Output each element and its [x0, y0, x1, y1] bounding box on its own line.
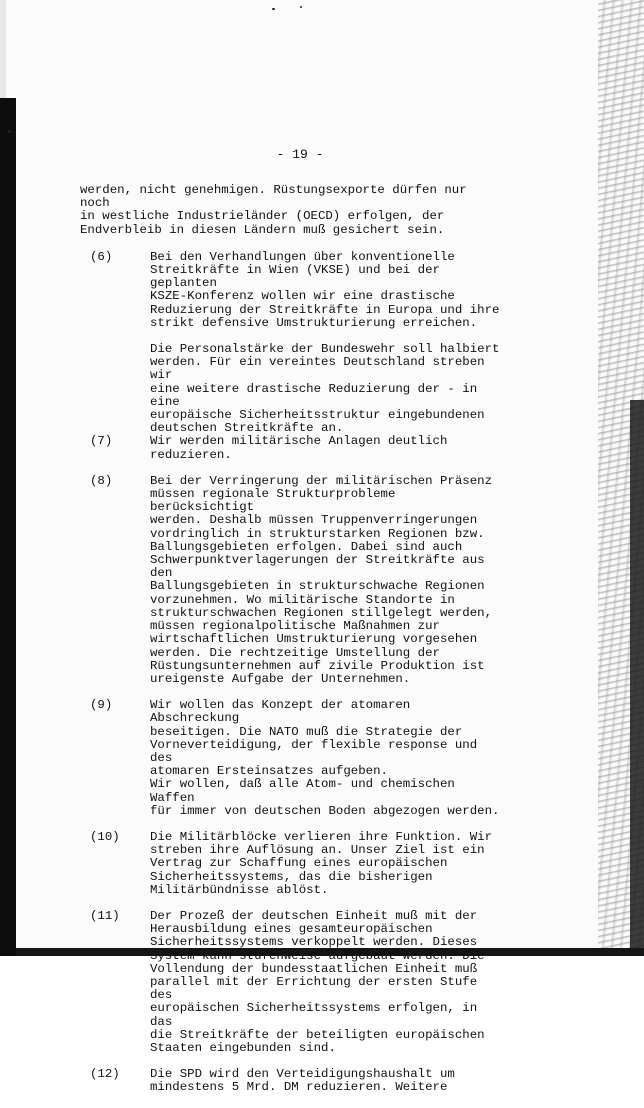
list-item-12: [80, 1068, 500, 1094]
list-item-9: [80, 699, 500, 818]
list-item-7: [80, 435, 500, 461]
scan-speck: [8, 130, 11, 133]
page-number: - 19 -: [276, 147, 324, 162]
item-paragraph: Die Personalstärke der Bundeswehr soll halbiert werden. Für ein vereintes Deutschland streben wir eine weitere drastische Reduzierung der - in eine europäische Sicherheitsstruktur eingebundenen deutschen Streitkräfte an.: [150, 342, 500, 436]
item-text: [150, 831, 500, 897]
item-number: (9): [90, 698, 113, 713]
item-paragraph: Bei der Verringerung der militärischen Präsenz müssen regionale Strukturprobleme berücksichtigt werden. Deshalb müssen Truppenverringerungen vordringlich in strukturstarken Regionen bzw. Ballungsgebieten erfolgen. Dabei sind auch Schwerpunktverlagerungen der Streitkräfte aus den Ballungsgebieten in strukturschwache Regionen vorzunehmen. Wo militärische Standorte in strukturschwachen Regionen stillgelegt werden, müssen regionalpolitische Maßnahmen zur wirtschaftlichen Umstrukturierung vorgesehen werden. Die rechtzeitige Umstellung der Rüstungsunternehmen auf zivile Produktion ist ureigenste Aufgabe der Unternehmen.: [150, 473, 493, 686]
item-number: (10): [90, 829, 120, 844]
scan-margin-top-left: [0, 0, 6, 98]
item-paragraph: Bei den Verhandlungen über konventionelle Streitkräfte in Wien (VKSE) und bei der geplanten KSZE-Konferenz wollen wir eine drastische Reduzierung der Streitkräfte in Europa und ihre strikt defensive Umstrukturierung erreichen.: [150, 249, 500, 330]
item-number: (6): [90, 249, 113, 264]
scan-border-left: [0, 98, 16, 956]
scan-speck: [300, 6, 302, 8]
item-paragraph: Der Prozeß der deutschen Einheit muß mit der Herausbildung eines gesamteuropäischen Sicherheitssystems verkoppelt werden. Dieses System kann stufenweise aufgebaut werden. Die Vollendung der bundesstaatlichen Einheit muß parallel mit der Errichtung der ersten Stufe des europäischen Sicherheitssystems erfolgen, in das die Streitkräfte der beteiligten europäischen Staaten eingebunden sind.: [150, 908, 485, 1055]
item-number: (12): [90, 1067, 120, 1082]
item-paragraph: Die Militärblöcke verlieren ihre Funktion. Wir streben ihre Auflösung an. Unser Ziel ist ein Vertrag zur Schaffung eines europäischen Sicherheitssystems, das die bisherigen Militärbündnisse ablöst.: [150, 829, 493, 897]
scan-border-right: [630, 400, 644, 956]
item-number: (11): [90, 908, 120, 923]
item-text: [150, 435, 500, 461]
list-item-11: [80, 910, 500, 1055]
scan-speck: [272, 8, 275, 10]
item-text: [150, 1068, 500, 1094]
item-text: [150, 475, 500, 686]
list-item-8: [80, 475, 500, 686]
item-paragraph: Wir wollen das Konzept der atomaren Abschreckung beseitigen. Die NATO muß die Strategie der Vorneverteidigung, der flexible response und des atomaren Ersteinsatzes aufgeben. Wir wollen, daß alle Atom- und chemischen Waffen für immer von deutschen Boden abgezogen werden.: [150, 698, 500, 818]
item-text: [150, 699, 500, 818]
document-body: [80, 184, 500, 1108]
list-item-10: [80, 831, 500, 897]
item-text: [150, 251, 500, 436]
item-text: [150, 910, 500, 1055]
item-paragraph: Die SPD wird den Verteidigungshaushalt um mindestens 5 Mrd. DM reduzieren. Weitere: [150, 1067, 455, 1095]
list-item-6: [80, 251, 500, 436]
item-paragraph: Wir werden militärische Anlagen deutlich reduzieren.: [150, 434, 448, 462]
item-number: (8): [90, 473, 113, 488]
item-number: (7): [90, 434, 113, 449]
intro-paragraph: werden, nicht genehmigen. Rüstungsexporte dürfen nur noch in westliche Industrieländer (OECD) erfolgen, der Endverbleib in diesen Ländern muß gesichert sein.: [80, 183, 467, 237]
